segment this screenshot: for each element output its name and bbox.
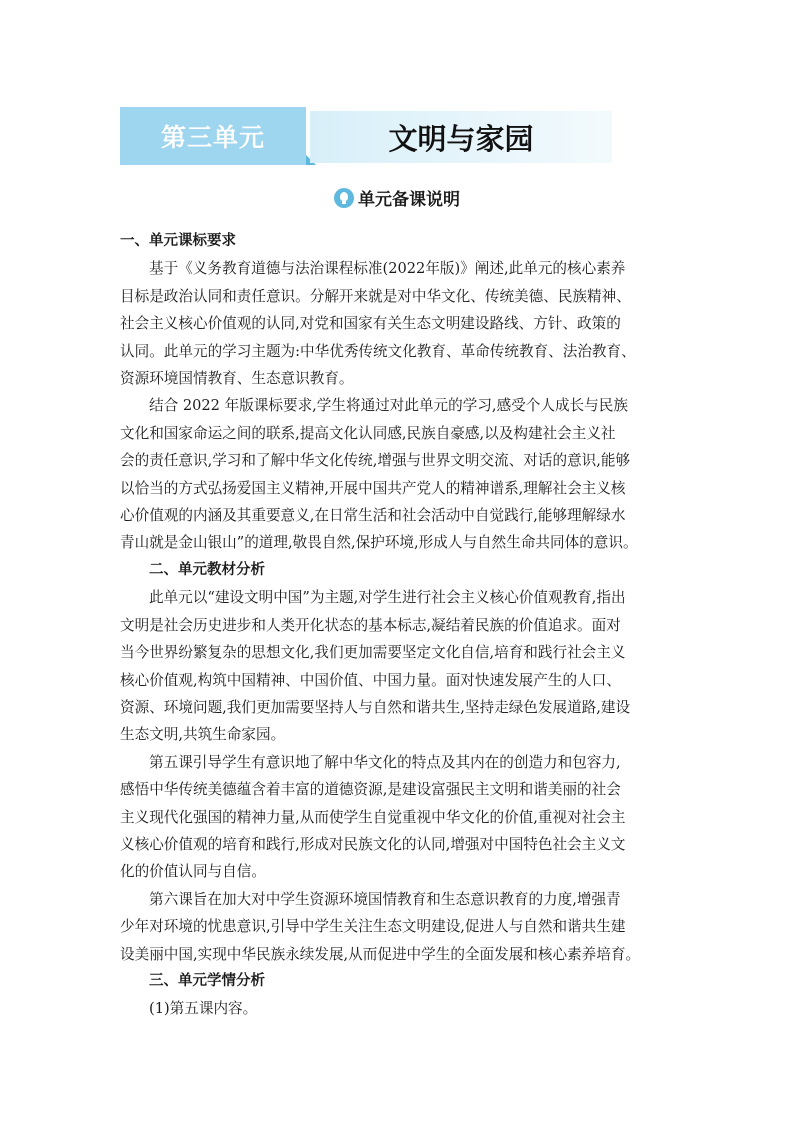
paragraph-2	[120, 392, 680, 556]
text-line: 义核心价值观的培育和践行,形成对民族文化的认同,增强对中国特色社会主义文	[120, 835, 626, 853]
text-line: 资源环境国情教育、生态意识教育。	[120, 370, 354, 388]
text-line: 社会主义核心价值观的认同,对党和国家有关生态文明建设路线、方针、政策的	[120, 315, 621, 333]
unit-title: 文明与家园	[388, 121, 534, 156]
paragraph-3	[120, 584, 680, 748]
text-line: 青山就是金山银山”的道理,敬畏自然,保护环境,形成人与自然生命共同体的意识。	[120, 534, 638, 552]
text-line: 生态文明,共筑生命家园。	[120, 726, 286, 744]
text-line: 以恰当的方式弘扬爱国主义精神,开展中国共产党人的精神谱系,理解社会主义核	[120, 479, 626, 497]
text-line: 会的责任意识,学习和了解中华文化传统,增强与世界文明交流、对话的意识,能够	[120, 452, 631, 470]
section-subheading	[0, 185, 794, 210]
text-line: 心价值观的内涵及其重要意义,在日常生活和社会活动中自觉践行,能够理解绿水	[120, 507, 626, 525]
section-heading-1: 一、单元课标要求	[120, 233, 236, 249]
text-line: 此单元以“建设文明中国”为主题,对学生进行社会主义核心价值观教育,指出	[149, 589, 626, 607]
text-line: 第五课引导学生有意识地了解中华文化的特点及其内在的创造力和包容力,	[149, 753, 621, 771]
paragraph-1	[120, 255, 680, 392]
text-line: 第六课旨在加大对中学生资源环境国情教育和生态意识教育的力度,增强青	[149, 890, 621, 908]
text-line: 资源、环境问题,我们更加需要坚持人与自然和谐共生,坚持走绿色发展道路,建设	[120, 698, 631, 716]
paragraph-4	[120, 749, 680, 886]
text-line: 主义现代化强国的精神力量,从而使学生自觉重视中华文化的价值,重视对社会主	[120, 808, 626, 826]
text-line: 设美丽中国,实现中华民族永续发展,从而促进中学生的全面发展和核心素养培育。	[120, 945, 641, 963]
text-line: 少年对环境的忧患意识,引导中学生关注生态文明建设,促进人与自然和谐共生建	[120, 918, 626, 936]
unit-label: 第三单元	[160, 123, 265, 152]
text-line: 化的价值认同与自信。	[120, 863, 266, 881]
text-line: 文明是社会历史进步和人类开化状态的基本标志,凝结着民族的价值追求。面对	[120, 616, 621, 634]
section-heading-3: 三、单元学情分析	[149, 972, 265, 989]
unit-title-box	[310, 111, 612, 163]
paragraph-5	[120, 886, 680, 968]
text-line: 目标是政治认同和责任意识。分解开来就是对中华文化、传统美德、民族精神、	[120, 287, 631, 305]
subheading-text: 单元备课说明	[358, 190, 460, 210]
text-line: 核心价值观,构筑中国精神、中国价值、中国力量。面对快速发展产生的人口、	[120, 671, 621, 689]
section-heading-2: 二、单元教材分析	[149, 561, 265, 578]
unit-banner	[120, 107, 612, 165]
list-item: (1)第五课内容。	[149, 1000, 258, 1018]
text-line: 认同。此单元的学习主题为:中华优秀传统文化教育、革命传统教育、法治教育、	[120, 342, 636, 360]
text-line: 结合 2022 年版课标要求,学生将通过对此单元的学习,感受个人成长与民族	[149, 397, 628, 415]
text-line: 基于《义务教育道德与法治课程标准(2022年版)》阐述,此单元的核心素养	[149, 260, 626, 278]
text-line: 当今世界纷繁复杂的思想文化,我们更加需要坚定文化自信,培育和践行社会主义	[120, 644, 626, 662]
document-body	[120, 228, 680, 1023]
text-line: 文化和国家命运之间的联系,提高文化认同感,民族自豪感,以及构建社会主义社	[120, 424, 616, 442]
text-line: 感悟中华传统美德蕴含着丰富的道德资源,是建设富强民主文明和谐美丽的社会	[120, 781, 621, 799]
lightbulb-icon	[334, 188, 354, 208]
